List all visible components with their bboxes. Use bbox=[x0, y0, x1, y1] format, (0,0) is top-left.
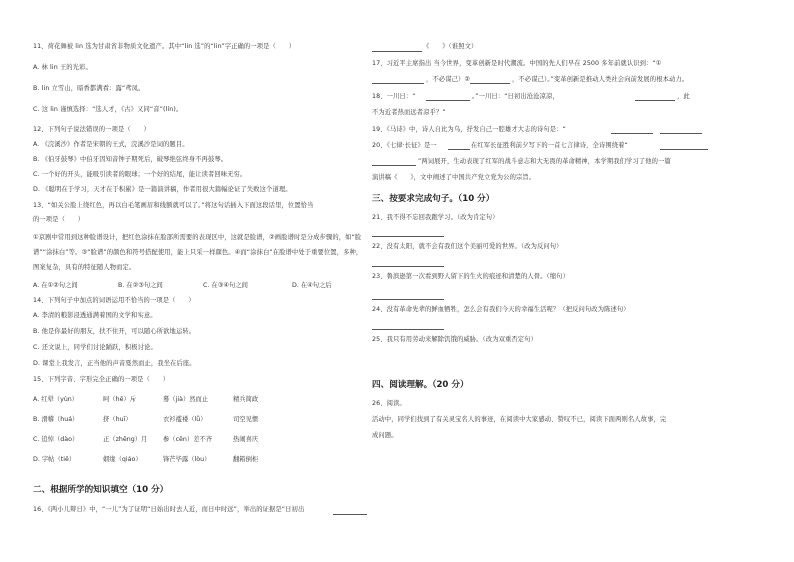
q13-option-a: A. 在①②句之间 bbox=[33, 282, 78, 289]
q22-text: 22、没有太阳，就不会有我们这个美丽可爱的世界。（改为反问句） bbox=[372, 243, 563, 250]
q13-option-d: D. 在④句之后 bbox=[292, 282, 332, 289]
q21-text: 21、我不得不忘回我跑学习。（改为肯定句） bbox=[372, 214, 499, 221]
q15-a-1: A. 红晕（yùn） bbox=[33, 396, 79, 403]
reading-intro-2: 成问题。 bbox=[372, 432, 398, 439]
q18-line-2: 不为近者热而远者凉乎？” bbox=[372, 109, 446, 116]
q13-option-c: C. 在③④句之间 bbox=[203, 282, 248, 289]
q15-b-4: 司空见惯 bbox=[233, 416, 259, 423]
q15-a-3: 蓦（jià）然而止 bbox=[163, 396, 209, 403]
q17-answer-1 bbox=[372, 83, 424, 84]
q15-d-1: D. 字帖（tiě） bbox=[33, 456, 76, 463]
q21-answer-line bbox=[372, 236, 444, 237]
q15-a-4: 精兵简政 bbox=[233, 396, 259, 403]
q20-line-3: 演讲稿《 》，文中阐述了中国共产党立党为公的宗旨。 bbox=[372, 174, 536, 181]
q16-answer-line bbox=[333, 514, 367, 515]
q14-stem: 14、下列句子中加点的词语运用不恰当的一项是（ ） bbox=[33, 297, 195, 304]
section-4-heading: 四、阅读理解。（20 分） bbox=[372, 380, 469, 390]
q12-stem: 12、下列句子说法错误的一项是（ ） bbox=[33, 126, 150, 133]
q20-line-1b: 在红军长征胜利前夕写下的一首七言律诗，全诗围绕着“ bbox=[471, 142, 628, 149]
q14-option-a: A. 李清的粮影浸透通满着国的文学和实意。 bbox=[33, 312, 157, 319]
q13-passage-2: 谱”“涂抹白”等。③“脸谱”的颜色和符号搭配使用，能上只采一样颜色。④而“涂抹白”在脸谱中处于重要位置，多种， bbox=[33, 249, 363, 256]
q12-option-c: C. 一个好的开头，能吸引读者的眼球；一个好的结尾，能让读者回味无穷。 bbox=[33, 171, 247, 178]
q11-option-c: C. 这 lin 谨慎选择：“选人才，《古》又同“音”(lín)。 bbox=[33, 106, 183, 113]
q18-answer-2 bbox=[635, 100, 675, 101]
q15-c-2: 正（zhēng）月 bbox=[103, 436, 148, 443]
q15-d-2: 姻缘（qiáo） bbox=[103, 456, 142, 463]
q18-line-1c: ，此 bbox=[677, 93, 690, 100]
q16-text: 16、《两小儿辩日》中，“一儿”为了证明“日始出时去人近，而日中时远”，举出的证据是“日初出 bbox=[33, 506, 305, 513]
q12-option-a: A. 《浣溪沙》作者是宋朝的王式，浣溪沙是词的题目。 bbox=[33, 141, 189, 148]
q15-c-1: C. 追悼（dào） bbox=[33, 436, 79, 443]
reading-intro-1: 活动中，同学们找到了有关灵宝名人的事迹，在阅读中大家感动、赞叹不已，阅读下面两则名人故事，完 bbox=[372, 416, 667, 423]
section-2-heading: 二、根据所学的知识填空（10 分） bbox=[33, 485, 169, 495]
q12-option-b: B. 《伯牙鼓琴》中伯牙因知音钟子期死后，破琴绝弦终身不再鼓琴。 bbox=[33, 156, 228, 163]
q13-stem-2: 的一项是（ ） bbox=[33, 216, 85, 223]
q15-c-4: 热闹喜庆 bbox=[233, 436, 259, 443]
q11-option-a: A. 林 lin 王的光彩。 bbox=[33, 64, 92, 71]
q24-text: 24、没有革命先辈的鲜血牺牲，怎么会有我们今天的幸福生活呢？（把反问句改为陈述句） bbox=[372, 306, 630, 313]
q12-option-d: D. 《聪明在于学习，天才在于积累》是一篇演讲稿，作者用很大篇幅论证了失败这个道理。 bbox=[33, 186, 292, 193]
q22-answer-line bbox=[372, 266, 444, 267]
q18-answer-1 bbox=[426, 100, 470, 101]
q16-continued-line bbox=[372, 51, 422, 52]
q13-passage-1: ①京剧中常用到这种脸谱设计，把红色涂抹在脸部所需要的表现区中，这就是脸谱，②画脸谱时是分成步骤的，如“脸 bbox=[33, 234, 362, 241]
q19-text: 19、《马诗》中，诗人自比为乌，抒发自己一腔雄才大志的诗句是：“ bbox=[372, 126, 566, 133]
q20-answer-1 bbox=[448, 149, 470, 150]
section-3-heading: 三、按要求完成句子。（10 分） bbox=[372, 194, 495, 204]
q15-d-3: 锋芒毕露（lòu） bbox=[163, 456, 211, 463]
q19-answer-2 bbox=[660, 133, 702, 134]
q18-line-1b: 。”一川日：“日初出沧沧凉凉， bbox=[472, 93, 559, 100]
q11-stem: 11、荷花舞被 lin 选为甘肃省非物质文化遗产。其中“lin 选”的“lin”字正确的一项是（ ） bbox=[33, 43, 296, 50]
q15-d-4: 翻箱倒柜 bbox=[233, 456, 259, 463]
q13-passage-3: 图案复杂，具有的特征随人物而定。 bbox=[33, 264, 136, 271]
q15-b-1: B. 滑稽（huá） bbox=[33, 416, 79, 423]
q14-option-c: C. 还文说上，同学们讨论踊跃，积极讨论。 bbox=[33, 344, 157, 351]
q25-text: 25、我只有用劳动来解除饥饿的威胁。（改为双重否定句） bbox=[372, 336, 537, 343]
q13-option-b: B. 在②③句之间 bbox=[118, 282, 163, 289]
q24-answer-line bbox=[372, 329, 444, 330]
q15-b-2: 挤（huī） bbox=[103, 416, 132, 423]
q11-option-b: B. lin 立雪山，暗香都满看：露“鸢凤。 bbox=[33, 85, 145, 92]
q15-stem: 15、下列字音、字形完全正确的一项是（ ） bbox=[33, 376, 170, 383]
q18-line-1a: 18、一川日：“ bbox=[372, 93, 416, 100]
q20-line-1a: 20、《七律·长征》是一 bbox=[372, 142, 437, 149]
q19-answer-1 bbox=[611, 133, 653, 134]
q20-line-2: ”两词展开，生动表现了红军的战斗意志和大无畏的革命精神，本学期我们学习了他的一篇 bbox=[418, 158, 671, 165]
q16-continued-text: 《 》（谁照文） bbox=[423, 43, 478, 50]
q23-answer-line bbox=[372, 299, 444, 300]
q17-answer-2 bbox=[470, 83, 510, 84]
q15-c-3: 参（cēn）差不齐 bbox=[163, 436, 213, 443]
q17-line-3: ，不必谋己）。”变革创新是推动人类社会向前发展的根本动力。 bbox=[512, 76, 689, 83]
q14-option-b: B. 他是你最好的朋友，扶不住开，可以随心所欲地运转。 bbox=[33, 328, 196, 335]
q20-answer-2 bbox=[660, 149, 708, 150]
q15-b-3: 衣衫褴褛（lǚ） bbox=[163, 416, 207, 423]
q13-stem-1: 13、“如关公脸上绕红色，再以白毛笔画眉和线额就可以了。”将这句话插入下面这段话里，位置恰当 bbox=[33, 202, 314, 209]
q15-a-2: 呵（hē）斥 bbox=[103, 396, 137, 403]
q14-option-d: D. 课堂上我发言，正当他的声音戛然而止，我坐在后座。 bbox=[33, 360, 196, 367]
q20-answer-3 bbox=[372, 165, 416, 166]
q17-line-1: 17、习近平主席指出 当今世界，变革创新是时代潮流。中国的先人们早在 2500 多年前就认识到：“① bbox=[372, 60, 662, 67]
q17-line-2: ，不必谋己）② bbox=[426, 76, 471, 83]
q23-text: 23、鲁滨逊第一次看到野人留下的生火的痕迹和清楚的人骨。（缩句） bbox=[372, 273, 569, 280]
q26-label: 26、阅读。 bbox=[372, 400, 406, 407]
